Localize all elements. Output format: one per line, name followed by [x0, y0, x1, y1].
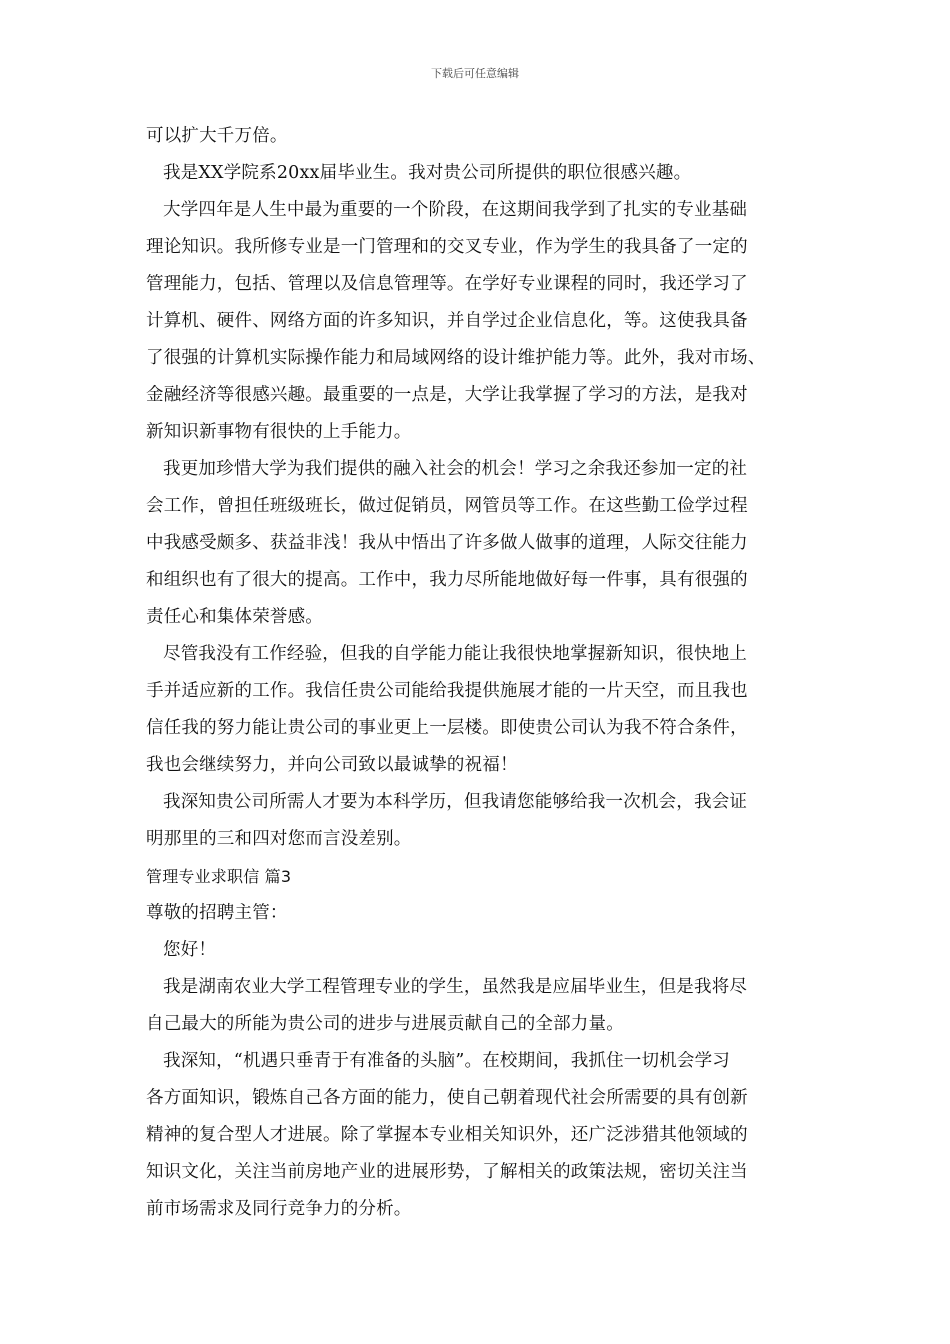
text-line: 手并适应新的工作。我信任贵公司能给我提供施展才能的一片天空，而且我也	[146, 681, 748, 701]
text-line: 各方面知识，锻炼自己各方面的能力，使自己朝着现代社会所需要的具有创新	[146, 1088, 748, 1108]
text-line: 责任心和集体荣誉感。	[146, 607, 323, 627]
text-line: 管理能力，包括、管理以及信息管理等。在学好专业课程的同时，我还学习了	[146, 274, 748, 294]
text-line: 我深知贵公司所需人才要为本科学历，但我请您能够给我一次机会，我会证	[163, 792, 748, 812]
text-line: 了很强的计算机实际操作能力和局域网络的设计维护能力等。此外，我对市场、	[146, 348, 766, 368]
text-line: 大学四年是人生中最为重要的一个阶段，在这期间我学到了扎实的专业基础	[163, 200, 748, 220]
text-line: 尽管我没有工作经验，但我的自学能力能让我很快地掌握新知识，很快地上	[163, 644, 748, 664]
text-line: 我也会继续努力，并向公司致以最诚挚的祝福！	[146, 755, 518, 775]
text-line: 前市场需求及同行竞争力的分析。	[146, 1199, 412, 1219]
text-line: 和组织也有了很大的提高。工作中，我力尽所能地做好每一件事，具有很强的	[146, 570, 748, 590]
text-line: 我更加珍惜大学为我们提供的融入社会的机会！学习之余我还参加一定的社	[163, 459, 748, 479]
text-line: 金融经济等很感兴趣。最重要的一点是，大学让我掌握了学习的方法，是我对	[146, 385, 748, 405]
text-line: 我是湖南农业大学工程管理专业的学生，虽然我是应届毕业生，但是我将尽	[163, 977, 748, 997]
text-line: 会工作，曾担任班级班长，做过促销员，网管员等工作。在这些勤工俭学过程	[146, 496, 748, 516]
text-line: 中我感受颇多、获益非浅！我从中悟出了许多做人做事的道理，人际交往能力	[146, 533, 748, 553]
text-line: 自己最大的所能为贵公司的进步与进展贡献自己的全部力量。	[146, 1014, 624, 1034]
text-line: 我深知，“机遇只垂青于有准备的头脑”。在校期间，我抓住一切机会学习	[163, 1051, 730, 1071]
text-line: 精神的复合型人才进展。除了掌握本专业相关知识外，还广泛涉猎其他领域的	[146, 1125, 748, 1145]
text-line: 信任我的努力能让贵公司的事业更上一层楼。即使贵公司认为我不符合条件，	[146, 718, 748, 738]
text-line: 尊敬的招聘主管：	[146, 903, 288, 923]
section-heading: 管理专业求职信 篇3	[146, 867, 292, 886]
page-header: 下载后可任意编辑	[431, 67, 519, 80]
text-line: 我是XX学院系20xx届毕业生。我对贵公司所提供的职位很感兴趣。	[163, 163, 692, 183]
text-line: 明那里的三和四对您而言没差别。	[146, 829, 412, 849]
text-line: 可以扩大千万倍。	[146, 126, 288, 146]
text-line: 新知识新事物有很快的上手能力。	[146, 422, 412, 442]
text-line: 理论知识。我所修专业是一门管理和的交叉专业，作为学生的我具备了一定的	[146, 237, 748, 257]
text-line: 知识文化，关注当前房地产业的进展形势，了解相关的政策法规，密切关注当	[146, 1162, 748, 1182]
document-body	[146, 118, 814, 1228]
text-line: 您好！	[163, 940, 217, 960]
text-line: 计算机、硬件、网络方面的许多知识，并自学过企业信息化，等。这使我具备	[146, 311, 748, 331]
